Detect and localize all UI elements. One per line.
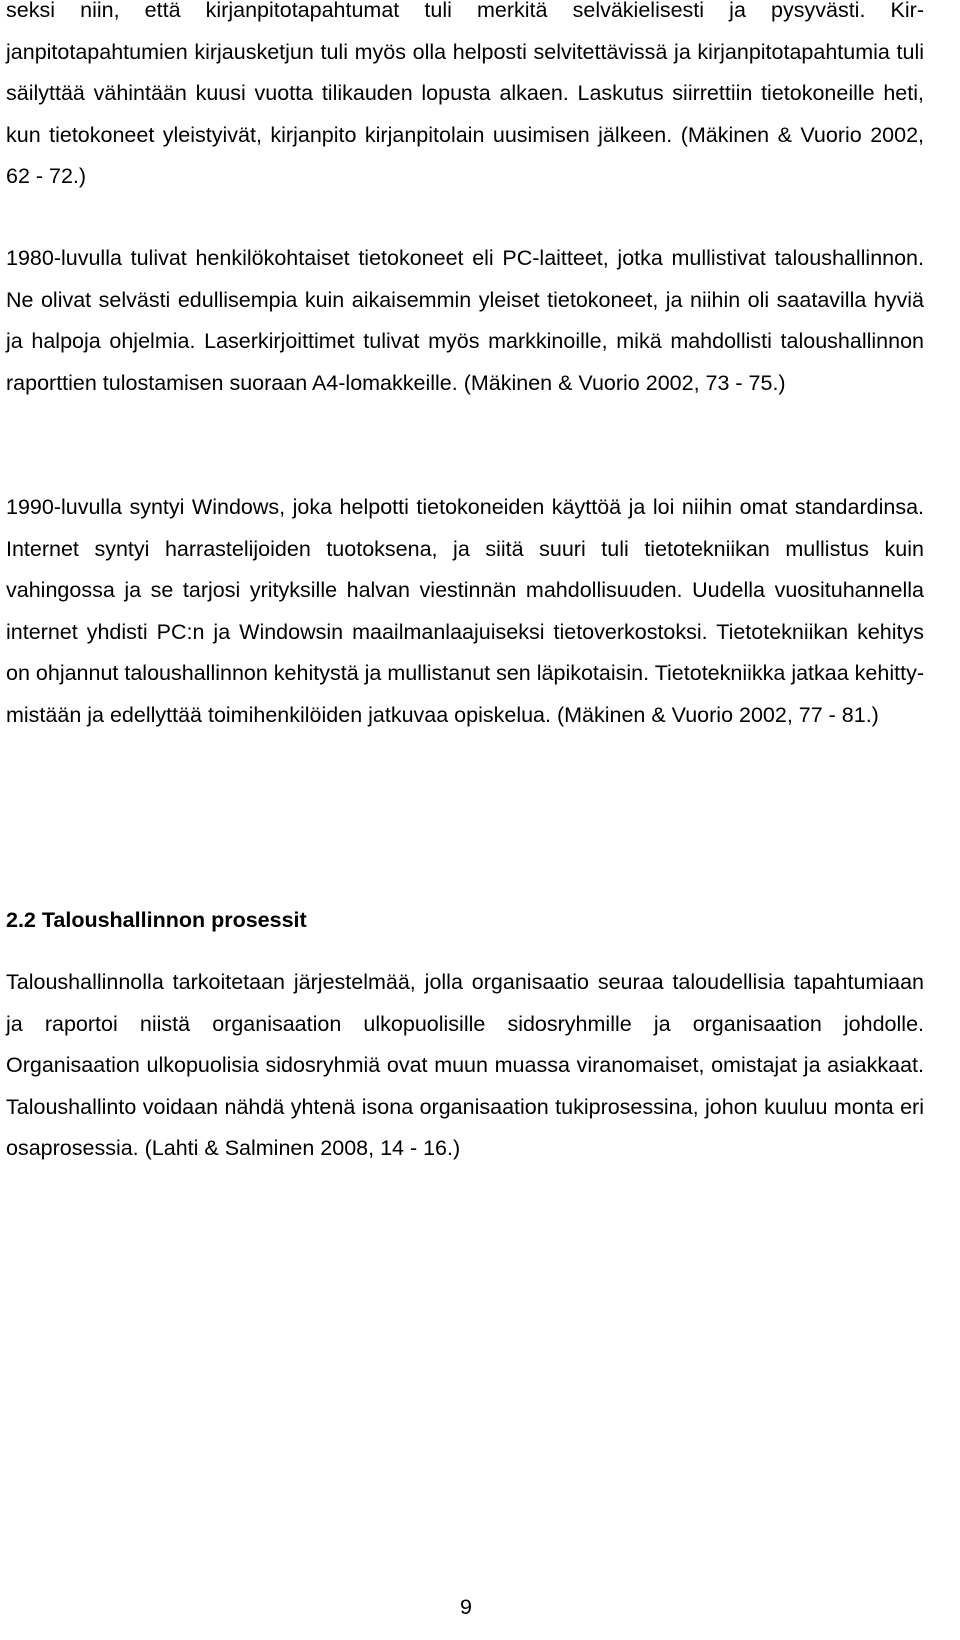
paragraph-processes: Taloushallinnolla tarkoitetaan järjestelmää, jolla organisaatio seuraa taloudellisia tapahtumiaan ja raportoi niistä organisaation ulkopuolisille sidosryhmille ja organisaation johdolle. Organisaation ulkopuolisia sidosryhmiä ovat muun muassa viranomaiset, omistajat ja asiakkaat. Taloushallinto voidaan nähdä yhtenä isona organisaation tukiprosessina, johon kuuluu monta eri osaprosessia. (Lahti & Salminen 2008, 14 - 16.) [6, 970, 924, 1160]
page-number: 9 [460, 1595, 472, 1619]
document-page [6, 0, 924, 1640]
paragraph-bookkeeping-history: seksi niin, että kirjanpitotapahtumat tuli merkitä selväkielisesti ja pysyvästi. Kirjanpitotapahtumien kirjausketjun tuli myös olla helposti selvitettävissä ja kirjanpitotapahtumia tuli säilyttää vähintään kuusi vuotta tilikauden lopusta alkaen. Laskutus siirrettiin tietokoneille heti, kun tietokoneet yleistyivät, kirjanpito kirjanpitolain uusimisen jälkeen. (Mäkinen & Vuorio 2002, 62 - 72.) [6, 0, 924, 188]
section-heading: 2.2 Taloushallinnon prosessit [6, 908, 307, 932]
paragraph-1990s: 1990-luvulla syntyi Windows, joka helpotti tietokoneiden käyttöä ja loi niihin omat standardinsa. Internet syntyi harrastelijoiden tuotoksena, ja siitä suuri tuli tietotekniikan mullistus kuin vahingossa ja se tarjosi yrityksille halvan viestinnän mahdollisuuden. Uudella vuosituhannella internet yhdisti PC:n ja Windowsin maailmanlaajuiseksi tietoverkostoksi. Tietotekniikan kehitys on ohjannut taloushallinnon kehitystä ja mullistanut sen läpikotaisin. Tietotekniikka jatkaa kehittymistään ja edellyttää toimihenkilöiden jatkuvaa opiskelua. (Mäkinen & Vuorio 2002, 77 - 81.) [6, 495, 924, 727]
paragraph-1980s: 1980-luvulla tulivat henkilökohtaiset tietokoneet eli PC-laitteet, jotka mullistivat taloushallinnon. Ne olivat selvästi edullisempia kuin aikaisemmin yleiset tietokoneet, ja niihin oli saatavilla hyviä ja halpoja ohjelmia. Laserkirjoittimet tulivat myös markkinoille, mikä mahdollisti taloushallinnon raporttien tulostamisen suoraan A4-lomakkeille. (Mäkinen & Vuorio 2002, 73 - 75.) [6, 246, 924, 395]
